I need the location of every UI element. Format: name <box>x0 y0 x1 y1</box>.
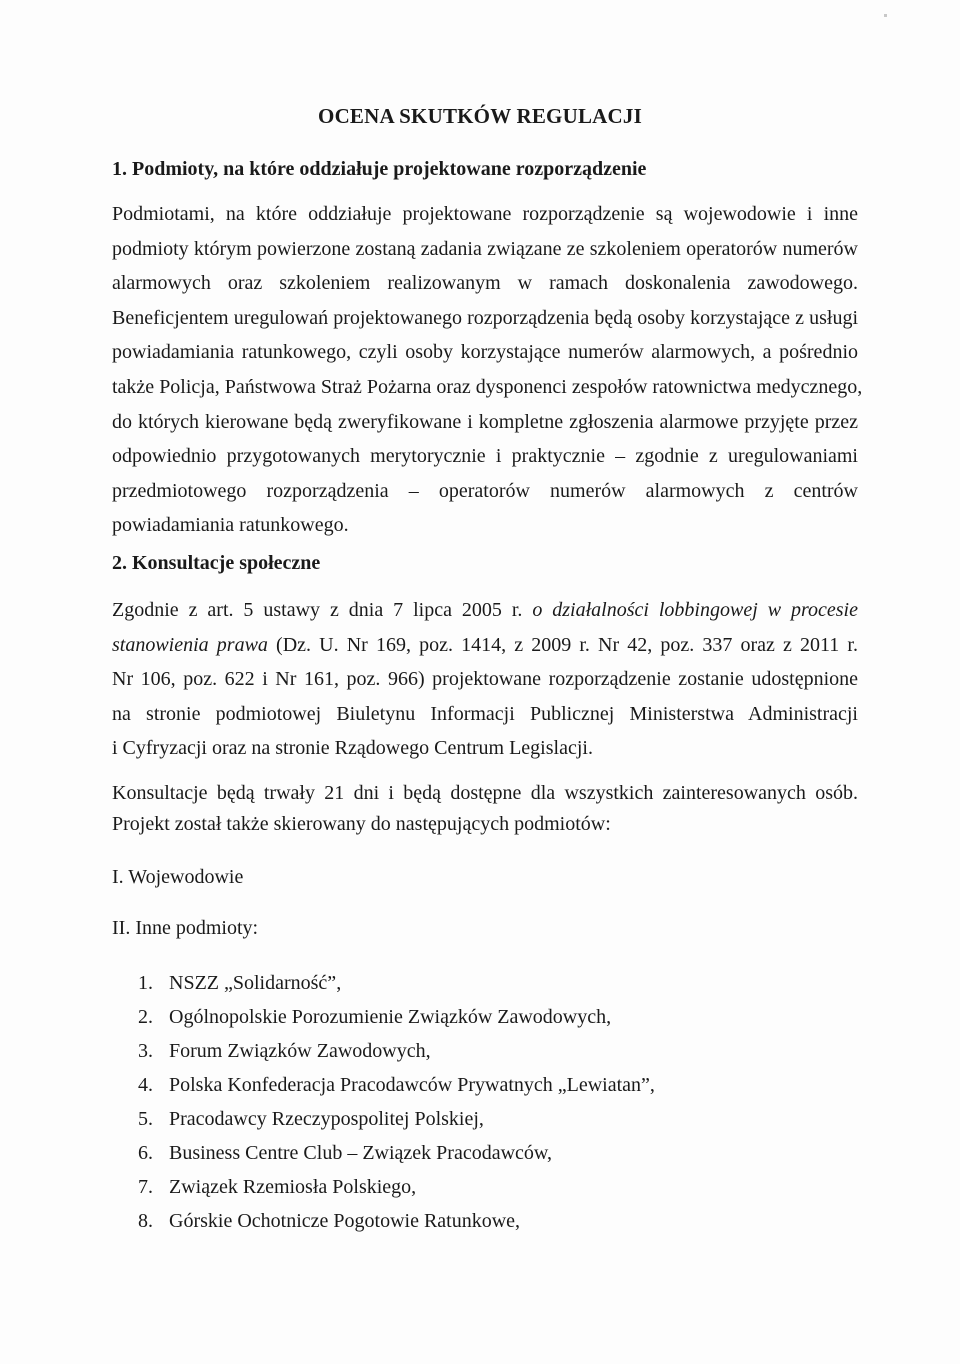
list-number: 7. <box>138 1176 153 1198</box>
entity-name: Business Centre Club – Związek Pracodawców, <box>169 1142 553 1164</box>
list-number: 8. <box>138 1210 153 1232</box>
list-number: 6. <box>138 1142 153 1164</box>
section-2-paragraph-consultations <box>112 778 858 840</box>
text-line: Konsultacje będą trwały 21 dni i będą dostępne dla wszystkich zainteresowanych osób. <box>112 782 858 804</box>
text-fragment: Zgodnie z art. 5 ustawy z dnia 7 lipca 2005 r. <box>112 599 533 621</box>
text-line: do których kierowane będą zweryfikowane i kompletne zgłoszenia alarmowe przyjęte przez <box>112 410 858 433</box>
list-item <box>138 1204 655 1238</box>
group-voivodes: I. Wojewodowie <box>112 866 244 888</box>
list-item <box>138 1102 655 1136</box>
text-line: Nr 106, poz. 622 i Nr 161, poz. 966) projektowane rozporządzenie zostanie udostępnione <box>112 668 858 691</box>
text-line: odpowiednio przygotowanych merytorycznie i praktycznie – zgodnie z uregulowaniami <box>112 445 858 468</box>
section-1-paragraph <box>112 197 863 543</box>
text-line: powiadamiania ratunkowego, czyli osoby korzystające numerów alarmowych, a pośrednio <box>112 341 858 364</box>
text-line: Podmiotami, na które oddziałuje projektowane rozporządzenie są wojewodowie i inne <box>112 203 858 225</box>
list-number: 5. <box>138 1108 153 1130</box>
scan-speck <box>884 14 887 17</box>
act-title-italic: stanowienia prawa <box>112 633 268 656</box>
text-line <box>112 628 858 663</box>
text-line: alarmowych oraz szkoleniem realizowanym w ramach doskonalenia zawodowego. <box>112 272 858 295</box>
entity-name: Ogólnopolskie Porozumienie Związków Zawodowych, <box>169 1006 612 1028</box>
text-line: podmioty którym powierzone zostaną zadania związane ze szkoleniem operatorów numerów <box>112 237 858 260</box>
section-1-heading: 1. Podmioty, na które oddziałuje projektowane rozporządzenie <box>112 158 647 180</box>
list-item <box>138 1034 655 1068</box>
text-line: i Cyfryzacji oraz na stronie Rządowego Centrum Legislacji. <box>112 737 593 760</box>
group-other-entities: II. Inne podmioty: <box>112 917 259 939</box>
list-number: 2. <box>138 1006 153 1028</box>
text-line: także Policja, Państwowa Straż Pożarna oraz dysponenci zespołów ratownictwa medycznego, <box>112 375 863 398</box>
text-line: przedmiotowego rozporządzenia – operatorów numerów alarmowych z centrów <box>112 479 858 502</box>
entity-name: Związek Rzemiosła Polskiego, <box>169 1176 417 1198</box>
list-number: 1. <box>138 972 153 994</box>
text-line: Projekt został także skierowany do następujących podmiotów: <box>112 813 611 835</box>
text-line <box>112 593 858 628</box>
text-line: na stronie podmiotowej Biuletynu Informacji Publicznej Ministerstwa Administracji <box>112 702 858 725</box>
document-title: OCENA SKUTKÓW REGULACJI <box>318 104 642 128</box>
list-number: 4. <box>138 1074 153 1096</box>
text-line: Beneficjentem uregulowań projektowanego rozporządzenia będą osoby korzystające z usługi <box>112 306 858 329</box>
entity-name: Forum Związków Zawodowych, <box>169 1040 431 1062</box>
list-item <box>138 1000 655 1034</box>
list-item <box>138 966 655 1000</box>
section-2-paragraph-legal <box>112 593 858 766</box>
entity-name: Pracodawcy Rzeczypospolitej Polskiej, <box>169 1108 484 1130</box>
section-2-heading: 2. Konsultacje społeczne <box>112 552 321 574</box>
act-title-italic: o działalności lobbingowej w procesie <box>532 599 858 621</box>
entity-name: Polska Konfederacja Pracodawców Prywatnych „Lewiatan”, <box>169 1074 655 1096</box>
entity-list <box>138 966 655 1238</box>
text-line: powiadamiania ratunkowego. <box>112 514 349 537</box>
list-item <box>138 1068 655 1102</box>
text-fragment: (Dz. U. Nr 169, poz. 1414, z 2009 r. Nr 42, poz. 337 oraz z 2011 r. <box>267 633 858 656</box>
entity-name: NSZZ „Solidarność”, <box>169 972 342 994</box>
list-number: 3. <box>138 1040 153 1062</box>
list-item <box>138 1170 655 1204</box>
list-item <box>138 1136 655 1170</box>
entity-name: Górskie Ochotnicze Pogotowie Ratunkowe, <box>169 1210 521 1232</box>
